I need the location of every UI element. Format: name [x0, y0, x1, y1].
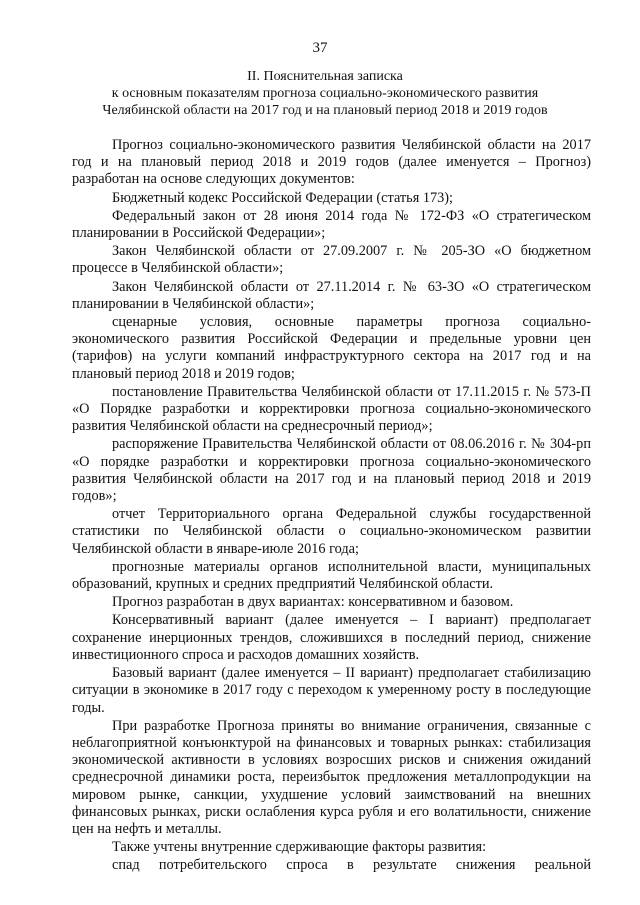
paragraph-government-order: распоряжение Правительства Челябинской области от 08.06.2016 г. № 304-рп «О порядке разработки и корректировки прогноза социально-экономического развития Челябинской области на 2017 год и на плановый период 2018 и 2019 годов»; [72, 436, 591, 505]
paragraph-intro: Прогноз социально-экономического развития Челябинской области на 2017 год и на плановый период 2018 и 2019 годов (далее именуется – Прогноз) разработан на основе следующих документов: [72, 137, 591, 188]
paragraph-statistics-report: отчет Территориального органа Федеральной службы государственной статистики по Челябинской области о социально-экономическом развитии Челябинской области в январе-июле 2016 года; [72, 506, 591, 557]
paragraph-conservative-variant: Консервативный вариант (далее именуется – I вариант) предполагает сохранение инерционных трендов, сложившихся в последний период, снижение инвестиционного спроса и расходов домашних хозяйств. [72, 612, 591, 663]
paragraph-government-resolution: постановление Правительства Челябинской области от 17.11.2015 г. № 573-П «О Порядке разработки и корректировки прогноза социально-экономического развития Челябинской области на среднесрочный период»; [72, 383, 591, 435]
paragraph-federal-law: Федеральный закон от 28 июня 2014 года № 172-ФЗ «О стратегическом планировании в Российской Федерации»; [72, 207, 591, 242]
paragraph-internal-factors: Также учтены внутренние сдерживающие факторы развития: [112, 839, 487, 856]
paragraph-consumer-demand: спад потребительского спроса в результате снижения реальной [112, 857, 591, 874]
paragraph-forecast-materials: прогнозные материалы органов исполнительной власти, муниципальных образований, крупных и средних предприятий Челябинской области. [72, 558, 591, 593]
heading-title: II. Пояснительная записка [247, 69, 403, 84]
heading-subtitle-line-2: Челябинской области на 2017 год и на плановый период 2018 и 2019 годов [102, 103, 548, 118]
paragraph-budget-code: Бюджетный кодекс Российской Федерации (статья 173); [112, 189, 454, 206]
paragraph-scenario-conditions: сценарные условия, основные параметры прогноза социально-экономического развития Российской Федерации и предельные уровни цен (тарифов) на услуги компаний инфраструктурного сектора на 2017 год и на плановый период 2018 и 2019 годов; [72, 314, 591, 382]
paragraph-base-variant: Базовый вариант (далее именуется – II вариант) предполагает стабилизацию ситуации в экономике в 2017 году с переходом к умеренному росту в последующие годы. [72, 665, 591, 716]
page-number: 37 [312, 40, 328, 56]
section-heading [60, 68, 590, 119]
document-body [72, 137, 591, 876]
paragraph-constraints: При разработке Прогноза приняты во внимание ограничения, связанные с неблагоприятной конъюнктурой на финансовых и товарных рынках: стабилизация экономической активности в условиях возросших рисков и снижения ожиданий среднесрочной динамики роста, переизбыток предложения металлопродукции на мировом рынке, санкции, ухудшение условий заимствований на внешних финансовых рынках, риски ослабления курса рубля и его волатильности, снижение цен на нефть и металлы. [72, 717, 591, 837]
heading-subtitle-line-1: к основным показателям прогноза социально-экономического развития [111, 86, 539, 101]
paragraph-regional-law-budget: Закон Челябинской области от 27.09.2007 г. № 205-ЗО «О бюджетном процессе в Челябинской области»; [72, 243, 591, 277]
paragraph-regional-law-planning: Закон Челябинской области от 27.11.2014 г. № 63-ЗО «О стратегическом планировании в Челябинской области»; [72, 278, 591, 312]
paragraph-two-variants: Прогноз разработан в двух вариантах: консервативном и базовом. [112, 594, 514, 611]
